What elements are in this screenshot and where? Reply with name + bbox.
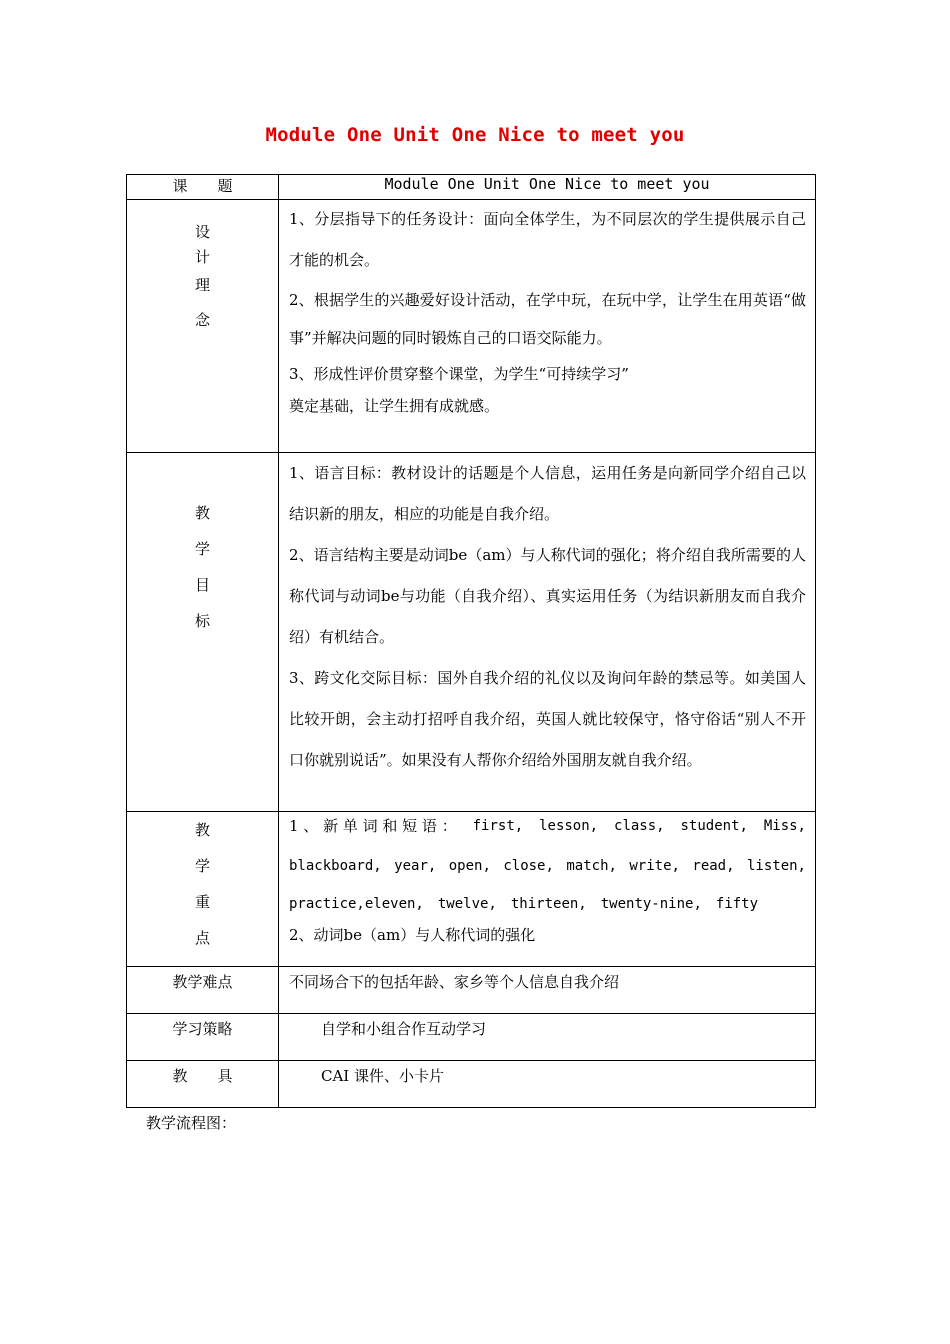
difficulty-row xyxy=(127,967,816,1014)
focus-word: class, xyxy=(614,818,665,834)
design-label xyxy=(127,200,279,453)
header-row xyxy=(127,175,816,200)
design-row xyxy=(127,200,816,453)
focus-row xyxy=(127,812,816,967)
goals-label xyxy=(127,453,279,812)
focus-word: write, xyxy=(629,858,680,874)
goals-content xyxy=(279,453,816,812)
tools-label-cell xyxy=(127,1061,279,1108)
focus-word: practice,eleven, xyxy=(289,896,424,912)
focus-content xyxy=(279,812,816,967)
document-title: Module One Unit One Nice to meet you xyxy=(265,124,685,146)
goals-label-char: 教 xyxy=(194,504,210,522)
focus-item-2: 2、动词be（am）与人称代词的强化 xyxy=(289,926,536,944)
focus-word: match, xyxy=(566,858,617,874)
focus-word: read, xyxy=(692,858,735,874)
design-paragraph: 1、分层指导下的任务设计：面向全体学生，为不同层次的学生提供展示自己才能的机会。 xyxy=(289,210,806,269)
goals-row xyxy=(127,453,816,812)
focus-label-char: 重 xyxy=(194,893,210,911)
focus-vocab-line xyxy=(289,887,806,921)
focus-vocab-line xyxy=(289,812,806,840)
tools-row xyxy=(127,1061,816,1108)
difficulty-label: 教学难点 xyxy=(172,973,233,991)
strategy-row xyxy=(127,1014,816,1061)
design-label-char: 念 xyxy=(194,311,210,329)
strategy-value: 自学和小组合作互动学习 xyxy=(321,1020,487,1038)
design-paragraph: 奠定基础，让学生拥有成就感。 xyxy=(289,397,500,415)
strategy-content-cell xyxy=(279,1014,816,1061)
focus-label-char: 学 xyxy=(194,857,210,875)
design-label-char: 计 xyxy=(194,248,210,266)
flow-chart-label: 教学流程图： xyxy=(146,1114,237,1132)
difficulty-label-cell xyxy=(127,967,279,1014)
strategy-label: 学习策略 xyxy=(172,1020,233,1038)
focus-word: close, xyxy=(503,858,554,874)
goals-label-char: 学 xyxy=(194,540,210,558)
difficulty-content-cell xyxy=(279,967,816,1014)
focus-vocab-heading: 1 、 新 单 词 和 短 语 ： xyxy=(289,817,457,835)
design-paragraph: 3、形成性评价贯穿整个课堂，为学生“可持续学习” xyxy=(289,365,629,383)
focus-word: fifty xyxy=(715,896,759,912)
difficulty-value: 不同场合下的包括年龄、家乡等个人信息自我介绍 xyxy=(289,973,620,991)
design-label-char: 设 xyxy=(194,223,210,241)
focus-word: student, xyxy=(680,818,748,834)
strategy-label-cell xyxy=(127,1014,279,1061)
design-paragraph: 2、根据学生的兴趣爱好设计活动，在学中玩，在玩中学，让学生在用英语“做事”并解决问题的同时锻炼自己的口语交际能力。 xyxy=(289,291,806,347)
focus-word: Miss, xyxy=(763,818,806,834)
focus-label-char: 点 xyxy=(194,929,210,947)
focus-word: first, xyxy=(472,818,524,834)
header-label: 课 题 xyxy=(127,175,279,200)
goals-label-char: 标 xyxy=(194,612,210,630)
lesson-plan-table xyxy=(126,174,816,1108)
design-content xyxy=(279,200,816,453)
focus-word: open, xyxy=(448,858,491,874)
goals-paragraph: 3、跨文化交际目标：国外自我介绍的礼仪以及询问年龄的禁忌等。如美国人比较开朗，会主动打招呼自我介绍，英国人就比较保守，恪守俗话“别人不开口你就别说话”。如果没有人帮你介绍给外国朋友就自我介绍。 xyxy=(289,669,806,769)
focus-vocab-line xyxy=(289,846,806,887)
focus-label xyxy=(127,812,279,967)
tools-content-cell xyxy=(279,1061,816,1108)
goals-paragraph: 1、语言目标：教材设计的话题是个人信息，运用任务是向新同学介绍自己以结识新的朋友，相应的功能是自我介绍。 xyxy=(289,464,806,523)
focus-word: blackboard, xyxy=(289,858,382,874)
focus-label-char: 教 xyxy=(194,821,210,839)
goals-label-char: 目 xyxy=(194,576,210,594)
focus-word: listen, xyxy=(746,858,806,874)
goals-paragraph: 2、语言结构主要是动词be（am）与人称代词的强化；将介绍自我所需要的人称代词与动词be与功能（自我介绍）、真实运用任务（为结识新朋友而自我介绍）有机结合。 xyxy=(289,546,806,646)
tools-value: CAI 课件、小卡片 xyxy=(321,1067,445,1085)
design-label-char: 理 xyxy=(194,276,210,294)
focus-word: thirteen, xyxy=(510,896,587,912)
focus-word: lesson, xyxy=(539,818,599,834)
focus-word: year, xyxy=(394,858,437,874)
focus-word: twelve, xyxy=(437,896,497,912)
focus-word: twenty-nine, xyxy=(600,896,702,912)
header-value: Module One Unit One Nice to meet you xyxy=(279,175,816,200)
tools-label: 教 具 xyxy=(172,1067,233,1085)
